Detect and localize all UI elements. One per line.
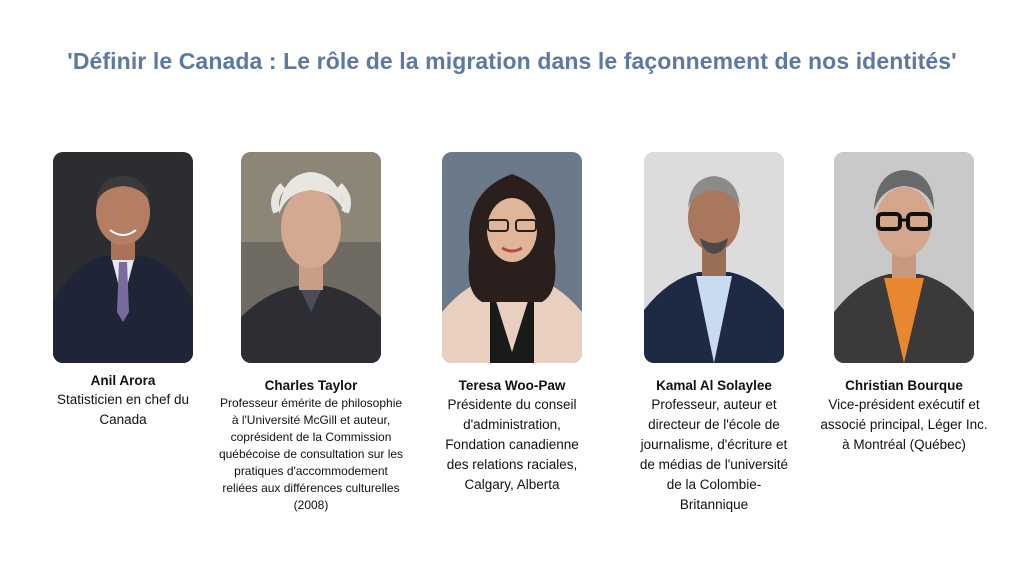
speaker-role-line: pratiques d'accommodement bbox=[234, 464, 388, 478]
speaker-role-line: reliées aux différences culturelles bbox=[222, 481, 400, 495]
speaker-card-teresa-woo-paw bbox=[442, 152, 582, 363]
speaker-name: Christian Bourque bbox=[845, 378, 963, 393]
speaker-card-charles-taylor bbox=[241, 152, 381, 363]
speaker-role-line: Vice-président exécutif et bbox=[828, 397, 980, 412]
speaker-role-line: Fondation canadienne bbox=[445, 437, 579, 452]
speaker-role-line: de la Colombie- bbox=[666, 477, 762, 492]
speaker-photo-kamal-al-solaylee bbox=[644, 152, 784, 363]
speaker-role-line: coprésident de la Commission bbox=[230, 430, 392, 444]
speaker-caption-kamal-al-solaylee bbox=[624, 377, 804, 515]
speaker-photo-teresa-woo-paw bbox=[442, 152, 582, 363]
speaker-role-line: associé principal, Léger Inc. bbox=[820, 417, 988, 432]
speaker-caption-christian-bourque bbox=[808, 377, 1000, 455]
speaker-photo-christian-bourque bbox=[834, 152, 974, 363]
speaker-role-line: Calgary, Alberta bbox=[464, 477, 560, 492]
speaker-role-line: Professeur émérite de philosophie bbox=[219, 396, 403, 410]
speaker-role-line: québécoise de consultation sur les bbox=[218, 447, 404, 461]
speaker-name: Kamal Al Solaylee bbox=[656, 378, 772, 393]
speaker-name: Charles Taylor bbox=[264, 378, 358, 393]
speaker-name: Anil Arora bbox=[90, 373, 156, 388]
speaker-name: Teresa Woo-Paw bbox=[458, 378, 566, 393]
speaker-photo-charles-taylor bbox=[241, 152, 381, 363]
speaker-role-line: Canada bbox=[99, 412, 147, 427]
speaker-role-line: à l'Université McGill et auteur, bbox=[231, 413, 391, 427]
speaker-card-kamal-al-solaylee bbox=[644, 152, 784, 363]
speaker-card-anil-arora bbox=[53, 152, 193, 363]
speaker-card-christian-bourque bbox=[834, 152, 974, 363]
speaker-role-line: Professeur, auteur et bbox=[651, 397, 777, 412]
speaker-role-line: Présidente du conseil bbox=[447, 397, 577, 412]
speaker-role-line: des relations raciales, bbox=[446, 457, 578, 472]
event-title: 'Définir le Canada : Le rôle de la migration dans le façonnement de nos identités' bbox=[67, 48, 957, 74]
speaker-role-line: de médias de l'université bbox=[639, 457, 789, 472]
speaker-role-line: Statisticien en chef du bbox=[56, 392, 190, 407]
speaker-role-line: (2008) bbox=[293, 498, 329, 512]
speaker-role-line: à Montréal (Québec) bbox=[842, 437, 966, 452]
speaker-role-line: Britannique bbox=[679, 497, 749, 512]
speaker-caption-teresa-woo-paw bbox=[422, 377, 602, 495]
speaker-role-line: directeur de l'école de bbox=[648, 417, 780, 432]
speaker-role-line: d'administration, bbox=[463, 417, 561, 432]
speaker-caption-anil-arora bbox=[28, 372, 218, 430]
speaker-caption-charles-taylor bbox=[200, 377, 422, 514]
speaker-photo-anil-arora bbox=[53, 152, 193, 363]
speaker-role-line: journalisme, d'écriture et bbox=[640, 437, 788, 452]
